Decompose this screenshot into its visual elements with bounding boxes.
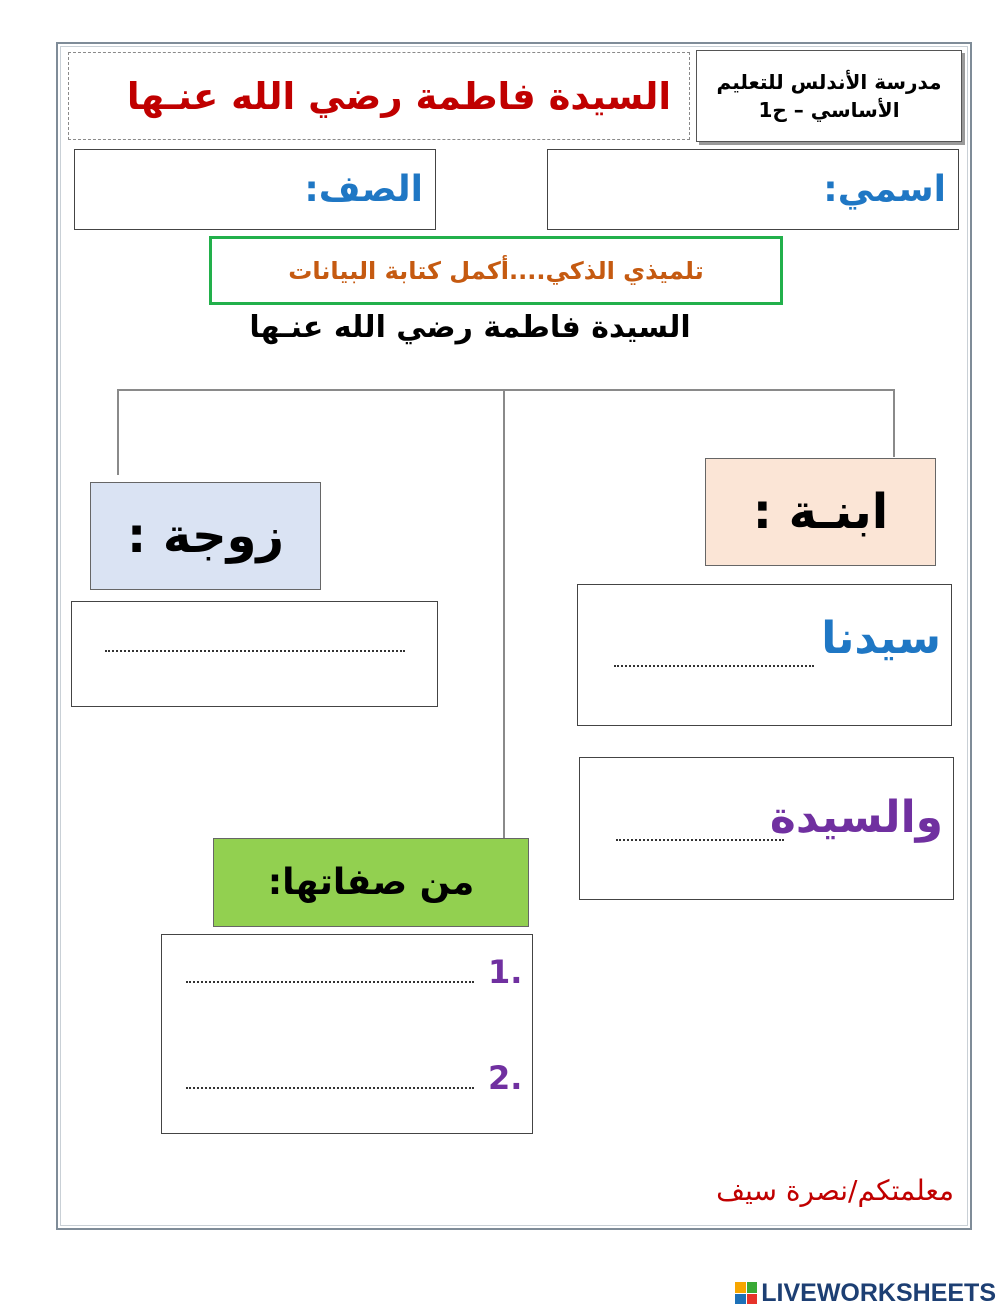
title-box	[68, 52, 690, 140]
class-label: الصف:	[304, 169, 423, 210]
trait-number-2: 2.	[488, 1059, 523, 1097]
wife-label-box	[90, 482, 321, 590]
subject-heading: السيدة فاطمة رضي الله عنـها	[249, 310, 691, 345]
teacher-signature: معلمتكم/نصرة سيف	[716, 1174, 954, 1207]
school-grade: الأساسي – ح1	[758, 98, 900, 122]
traits-label-box	[213, 838, 529, 927]
father-prefix: سيدنا	[821, 613, 941, 664]
mother-prefix: والسيدة	[769, 792, 943, 843]
father-answer-box[interactable]	[577, 584, 952, 726]
class-field[interactable]	[74, 149, 436, 230]
wife-label: زوجة :	[126, 508, 285, 564]
daughter-label: ابنـة :	[752, 484, 889, 540]
tree-right-branch	[893, 389, 895, 457]
daughter-label-box	[705, 458, 936, 566]
student-name-label: اسمي:	[823, 169, 946, 210]
instruction-box	[209, 236, 783, 305]
trait-number-1: 1.	[488, 953, 523, 991]
brand-name: LIVEWORKSHEETS	[761, 1278, 996, 1307]
page-title: السيدة فاطمة رضي الله عنـها	[126, 74, 672, 118]
trait-answer-line-2	[186, 1087, 474, 1089]
school-name: مدرسة الأندلس للتعليم	[716, 70, 942, 94]
trait-answer-line-1	[186, 981, 474, 983]
wife-answer-box[interactable]	[71, 601, 438, 707]
mother-answer-line	[616, 839, 784, 841]
father-answer-line	[614, 665, 814, 667]
instruction-text: تلميذي الذكي....أكمل كتابة البيانات	[288, 256, 704, 285]
liveworksheets-logo-icon	[735, 1282, 757, 1304]
student-name-field[interactable]	[547, 149, 959, 230]
tree-center-branch	[503, 389, 505, 838]
wife-answer-line	[105, 650, 405, 652]
mother-answer-box[interactable]	[579, 757, 954, 900]
traits-label: من صفاتها:	[267, 862, 475, 903]
traits-answer-box[interactable]	[161, 934, 533, 1134]
brand-footer[interactable]	[700, 1276, 996, 1310]
school-box	[696, 50, 962, 142]
tree-left-branch	[117, 389, 119, 475]
tree-horizontal-line	[117, 389, 895, 391]
